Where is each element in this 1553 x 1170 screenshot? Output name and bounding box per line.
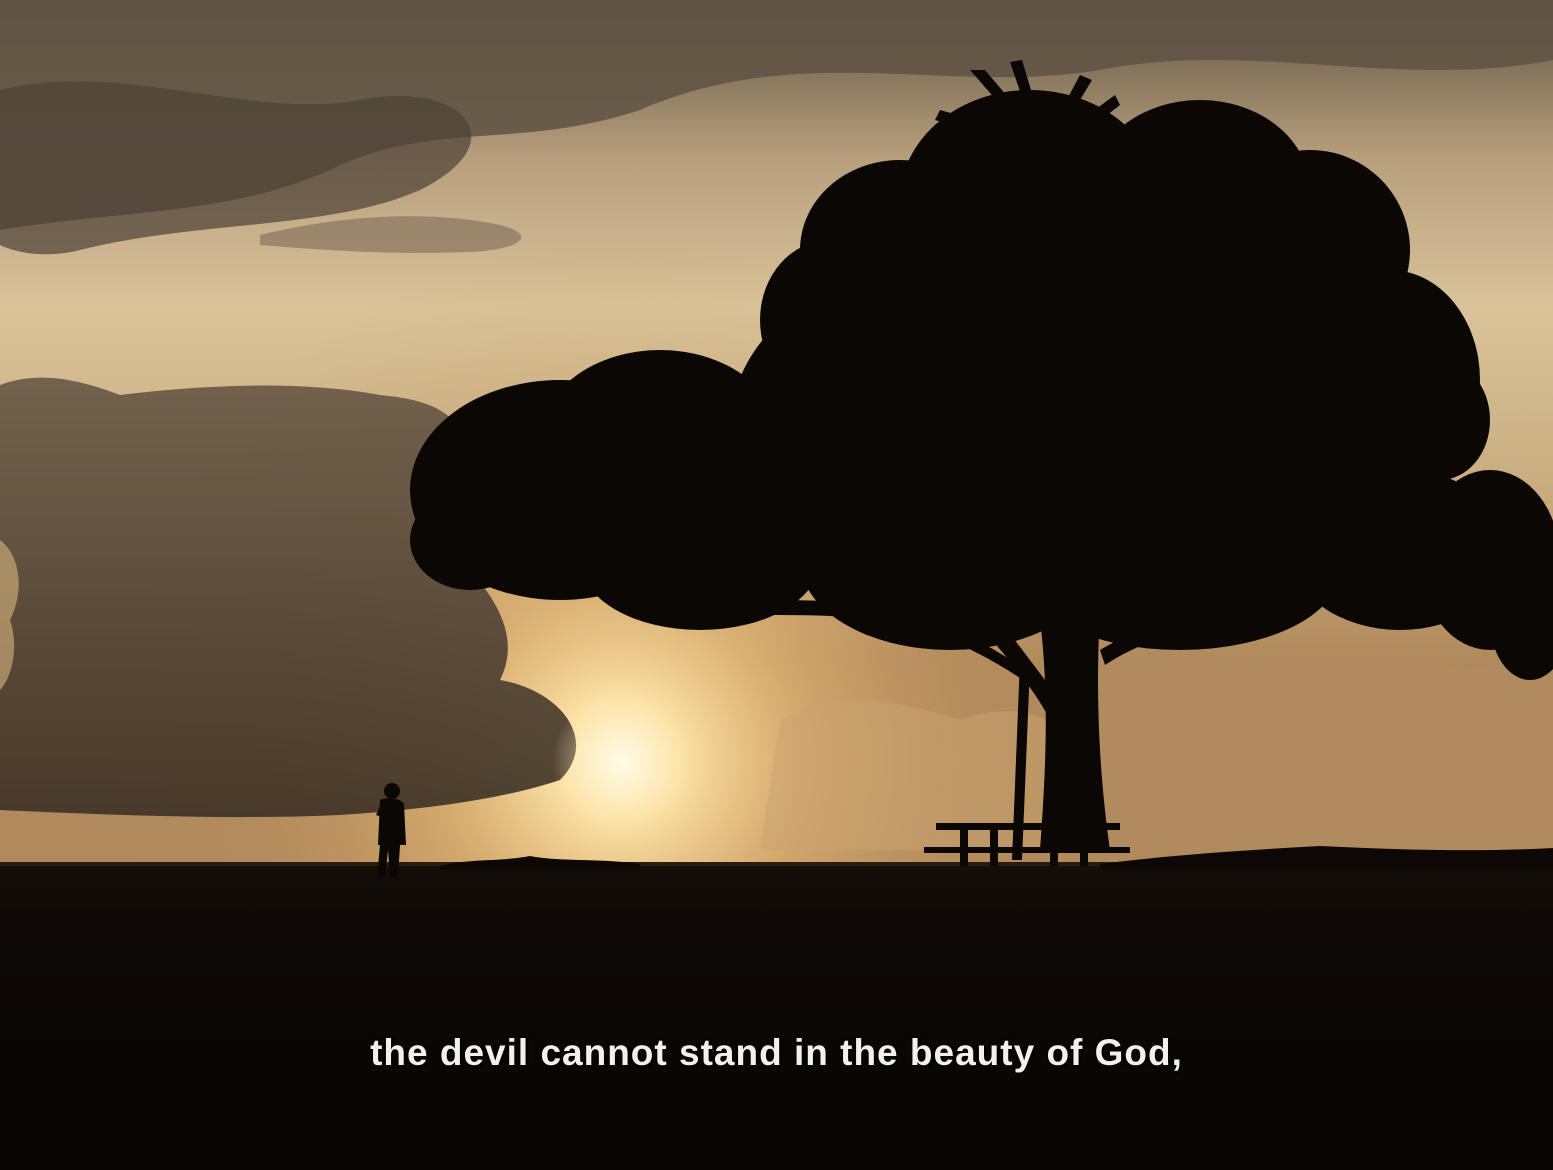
sun (552, 692, 692, 832)
ground (0, 866, 1553, 1170)
subtitle-caption: the devil cannot stand in the beauty of God, (370, 1032, 1183, 1073)
right-clouds (1069, 649, 1553, 850)
